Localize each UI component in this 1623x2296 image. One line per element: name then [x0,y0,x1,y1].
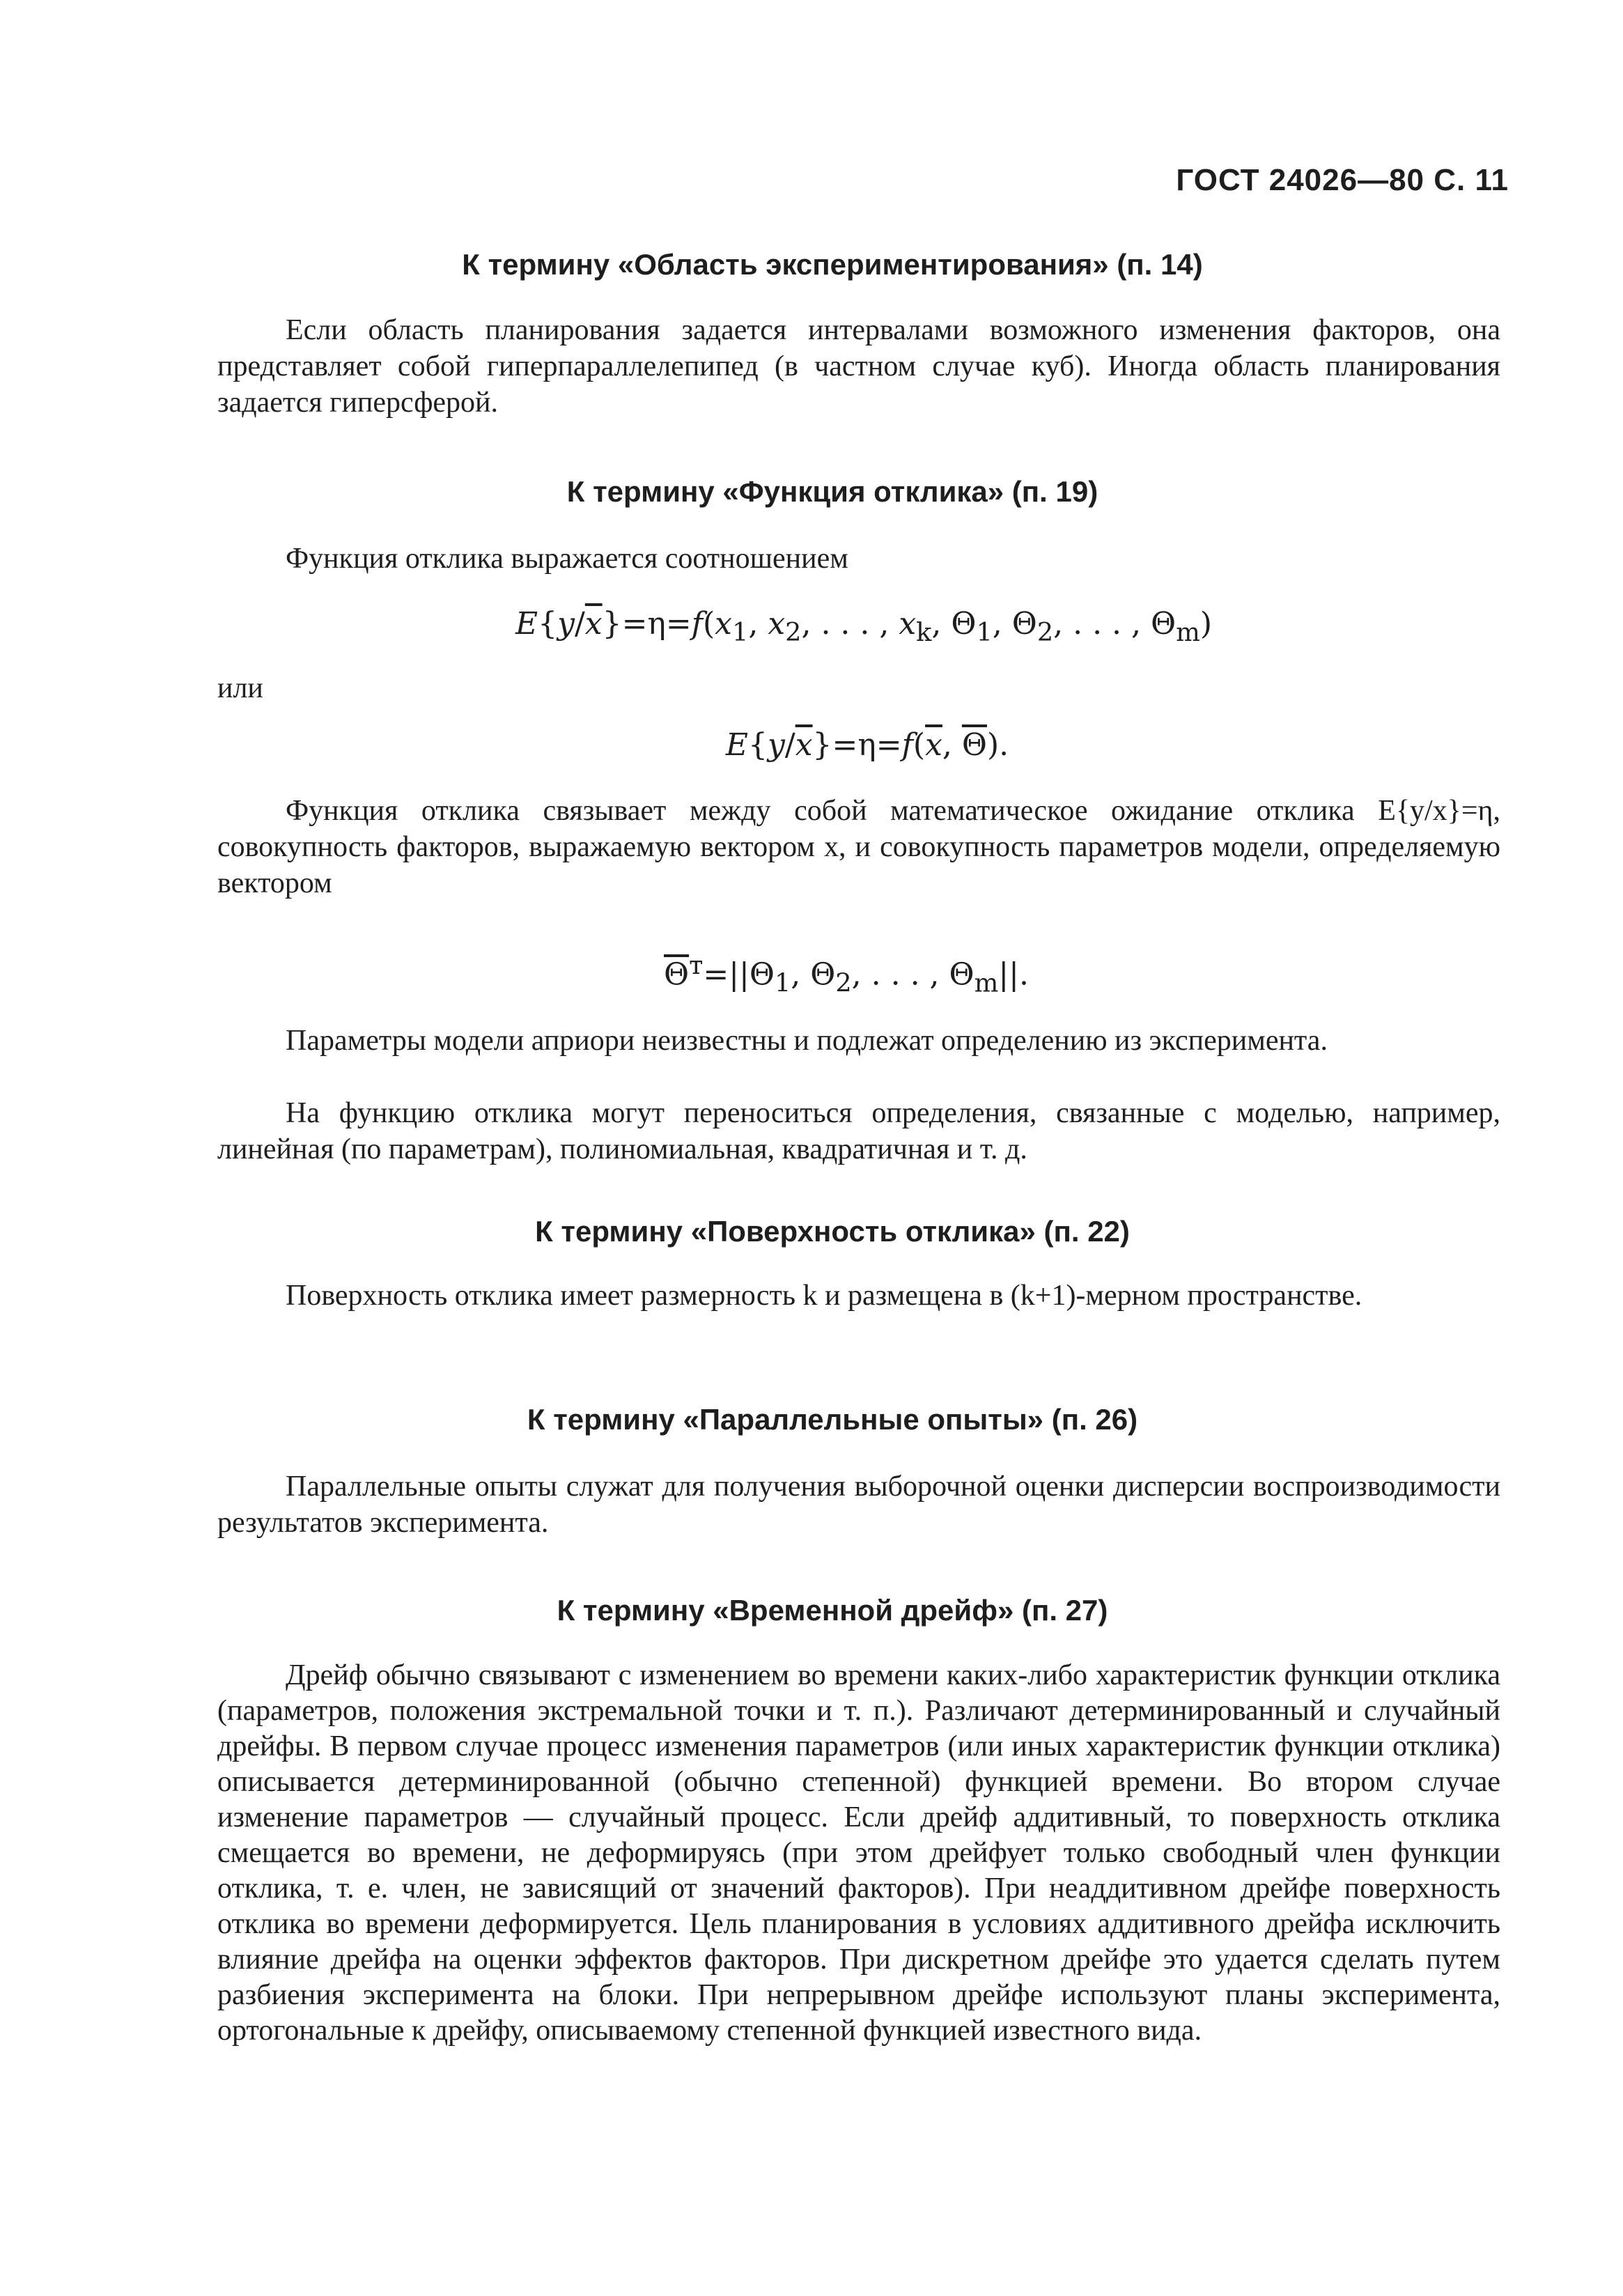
formula-response-2: $E\{y/\overline{x}\}=\eta=f(\overline{x}$, $\overline{\Theta}$). [725,727,1009,763]
paragraph-model-parameters: Параметры модели априори неизвестны и подлежат определению из эксперимента. [286,1025,1328,1057]
paragraph-model-definitions: На функцию отклика могут переноситься определения, связанные с моделью, например, линейная (по параметрам), полиномиальная, квадратичная и т. д. [217,1097,1500,1165]
formula-response-1: $E\{y/\overline{x}\}=\eta=f(x_1$, $x_2$, . . . , $x_k$, $\Theta_1$, $\Theta_2$, . . . , $\Theta_m$) [515,606,1213,647]
paragraph-response-intro: Функция отклика выражается соотношением [286,543,848,575]
text-or: или [217,672,263,704]
section-heading-experiment-area: К термину «Область экспериментирования» (п. 14) [462,248,1203,281]
section-heading-time-drift: К термину «Временной дрейф» (п. 27) [557,1594,1108,1627]
paragraph-parallel-experiments: Параллельные опыты служат для получения выборочной оценки дисперсии воспроизводимости результатов эксперимента. [217,1471,1500,1539]
page-header: ГОСТ 24026—80 С. 11 [1176,163,1509,197]
section-heading-response-surface: К термину «Поверхность отклика» (п. 22) [535,1215,1130,1248]
paragraph-experiment-area: Если область планирования задается интервалами возможного изменения факторов, она представляет собой гиперпараллелепипед (в частном случае куб). Иногда область планирования задается гиперсферой. [217,314,1500,419]
paragraph-time-drift: Дрейф обычно связывают с изменением во времени каких-либо характеристик функции отклика (параметров, положения экстремальной точки и т. п.). Различают детерминированный и случайный дрейфы. В первом случае процесс изменения параметров (или иных характеристик функции отклика) описывается детерминированной (обычно степенной) функцией времени. Во втором случае изменение параметров — случайный процесс. Если дрейф аддитивный, то поверхность отклика смещается во времени, не деформируясь (при этом дрейфует только свободный член функции отклика, т. е. член, не зависящий от значений факторов). При неаддитивном дрейфе поверхность отклика во времени деформируется. Цель планирования в условиях аддитивного дрейфа исключить влияние дрейфа на оценки эффектов факторов. При дискретном дрейфе это удается сделать путем разбиения эксперимента на блоки. При непрерывном дрейфе используют планы эксперимента, ортогональные к дрейфу, описываемому степенной функцией известного вида. [217,1659,1500,2047]
section-heading-parallel-experiments: К термину «Параллельные опыты» (п. 26) [527,1403,1138,1436]
paragraph-response-description: Функция отклика связывает между собой математическое ожидание отклика E{y/x}=η, совокупность факторов, выражаемую вектором x, и совокупность параметров модели, определяемую вектором [217,795,1500,899]
formula-parameter-vector: $\overline{\Theta}^т=||\Theta_1$, $\Theta_2$, . . . , $\Theta_m||$. [664,950,1029,998]
section-heading-response-function: К термину «Функция отклика» (п. 19) [566,475,1098,508]
paragraph-response-surface: Поверхность отклика имеет размерность k и размещена в (k+1)-мерном пространстве. [286,1280,1362,1312]
